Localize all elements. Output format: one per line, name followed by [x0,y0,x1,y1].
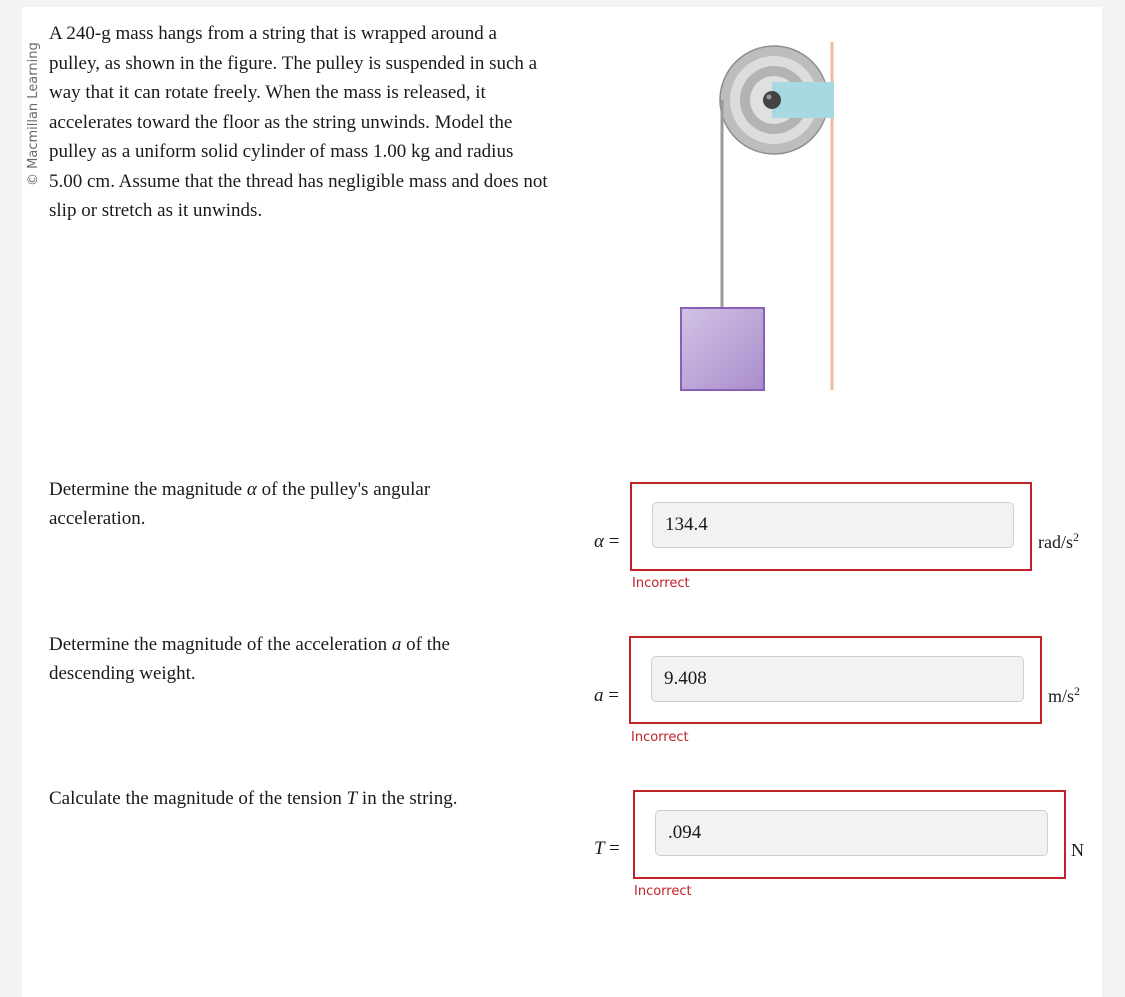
answer-unit-1: rad/$s^2$ [1038,530,1079,552]
question-1-variable-label: α = [594,531,620,552]
answer-input-1[interactable]: 134.4 [652,502,1014,548]
question-1-prompt: Determine the magnitude α of the pulley's angular acceleration. [49,479,431,529]
answer-unit-3: N [1071,840,1084,860]
answer-box-1 [630,482,1032,571]
question-2-variable-label: a = [594,685,619,706]
answer-input-2[interactable]: 9.408 [651,656,1024,702]
hanging-mass [681,308,764,390]
problem-statement: A 240-g mass hangs from a string that is wrapped around a pulley, as shown in the figure. The pulley is suspended in such a way that it can rotate freely. When the mass is released, it accelerates toward the floor as the string unwinds. Model the pulley as a uniform solid cylinder of mass 1.00 kg and radius 5.00 cm. Assume that the thread has negligible mass and does not slip or stretch as it unwinds. [49,23,548,221]
answer-box-2 [629,636,1042,724]
answer-input-3[interactable]: .094 [655,810,1048,856]
answer-status-2: Incorrect [631,730,689,745]
pulley-axle-icon [763,91,781,109]
answer-status-1: Incorrect [632,576,690,591]
answer-unit-2: $m/s^2$ [1048,684,1081,706]
question-3-prompt: Calculate the magnitude of the tension T in the string. [49,788,458,809]
copyright-credit: © Macmillan Learning [26,42,41,186]
pulley-figure [660,38,860,398]
pulley-bracket [772,82,834,118]
answer-box-3 [633,790,1066,879]
question-3-variable-label: T = [594,838,620,859]
answer-status-3: Incorrect [634,884,692,899]
question-2-prompt: Determine the magnitude of the acceleration a of the descending weight. [49,634,450,684]
